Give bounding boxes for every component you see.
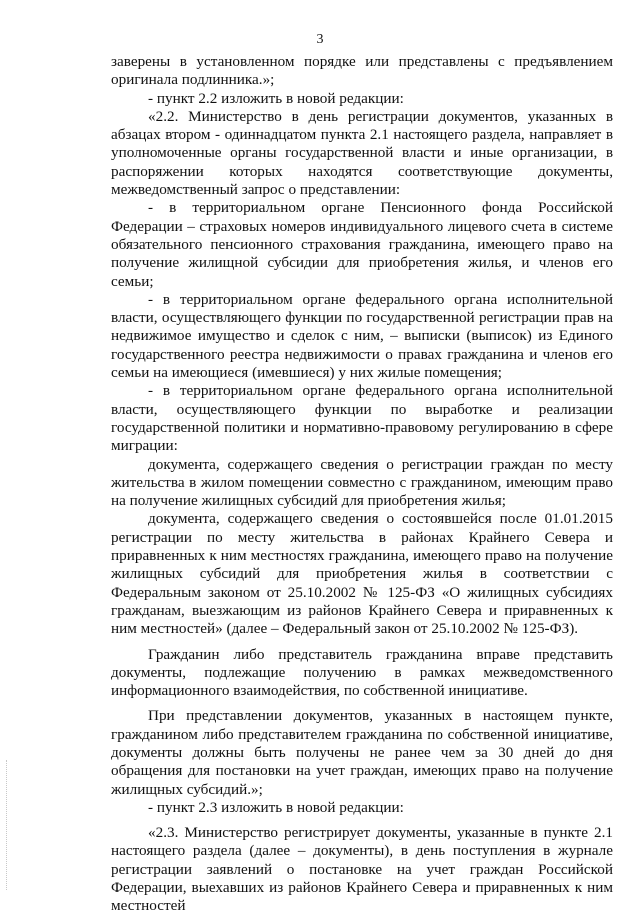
paragraph-residence-document: документа, содержащего сведения о регистрации граждан по месту жительства в жилом помещении совместно с гражданином, имеющим право на получение жилищных субсидий для приобретения жилья; xyxy=(111,455,613,510)
paragraph-amendment-2-2: - пункт 2.2 изложить в новой редакции: xyxy=(148,89,404,107)
paragraph-document-validity: При представлении документов, указанных в настоящем пункте, гражданином либо представителем гражданина по собственной инициативе, документы должны быть получены не ранее чем за 30 дней до дня обращения для постановки на учет граждан, имеющих право на получение жилищных субсидий.»; xyxy=(111,707,613,798)
paragraph-clause-2-2: «2.2. Министерство в день регистрации документов, указанных в абзацах втором - одиннадцатом пункта 2.1 настоящего раздела, направляет в уполномоченные органы государственной власти и иные организации, в распоряжении которых находятся соответствующие документы, межведомственный запрос о представлении: xyxy=(111,107,613,199)
scan-edge-marks xyxy=(6,760,8,890)
paragraph-north-registration: документа, содержащего сведения о состоявшейся после 01.01.2015 регистрации по месту жительства в районах Крайнего Севера и приравненных к ним местностях гражданина, имеющего право на получение жилищных субсидий для приобретения жилья в соответствии с Федеральным законом от 25.10.2002 № 125-ФЗ «О жилищных субсидиях гражданам, выезжающим из районов Крайнего Севера и приравненных к ним местностей» (далее – Федеральный закон от 25.10.2002 № 125-ФЗ). xyxy=(111,510,613,638)
paragraph-property-registry: - в территориальном органе федерального органа исполнительной власти, осуществляющего функции по государственной регистрации прав на недвижимое имущество и сделок с ним, – выписки (выписок) из Единого государственного реестра недвижимости о правах гражданина и членов его семьи на имеющиеся (имевшиеся) у них жилые помещения; xyxy=(111,290,613,382)
paragraph-clause-2-3: «2.3. Министерство регистрирует документы, указанные в пункте 2.1 настоящего раздела (далее – документы), в день поступления в журнале регистрации заявлений о постановке на учет граждан Российской Федерации, выехавших из районов Крайнего Севера и приравненных к ним местностей xyxy=(111,824,613,915)
paragraph-pension-fund: - в территориальном органе Пенсионного фонда Российской Федерации – страховых номеров индивидуального лицевого счета в системе обязательного пенсионного страхования гражданина, имеющего право на получение жилищной субсидии для приобретения жилья, и членов его семьи; xyxy=(111,199,613,290)
paragraph-amendment-2-3: - пункт 2.3 изложить в новой редакции: xyxy=(148,798,404,816)
document-body xyxy=(111,53,613,916)
paragraph-own-initiative: Гражданин либо представитель гражданина вправе представить документы, подлежащие получению в рамках межведомственного информационного взаимодействия, по собственной инициативе. xyxy=(111,645,613,700)
paragraph-continuation: заверены в установленном порядке или представлены с предъявлением оригинала подлинника.»; xyxy=(111,53,613,89)
paragraph-migration-authority: - в территориальном органе федерального органа исполнительной власти, осуществляющего функции по выработке и реализации государственной политики и нормативно-правовому регулированию в сфере миграции: xyxy=(111,382,613,455)
page-number: 3 xyxy=(316,32,324,47)
